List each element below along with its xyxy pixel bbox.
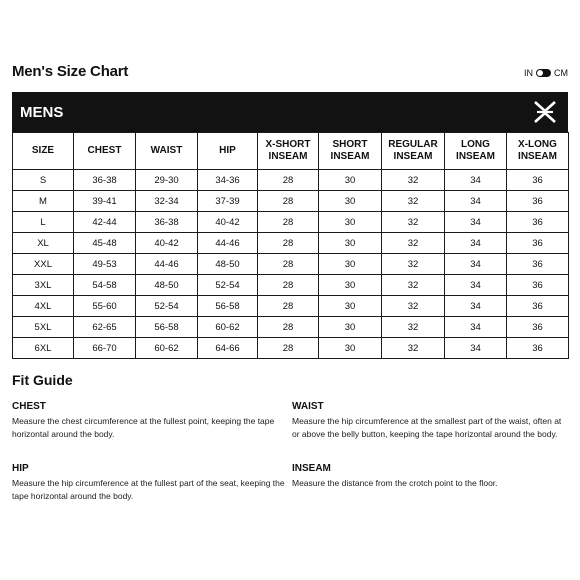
column-header-line: CHEST: [87, 145, 122, 156]
table-cell: 36: [507, 275, 569, 296]
table-cell: 32: [382, 191, 445, 212]
table-cell: 52-54: [136, 296, 198, 317]
guide-text: Measure the distance from the crotch point to the floor.: [292, 478, 498, 488]
size-cell: XXL: [13, 254, 74, 275]
table-cell: 36: [507, 254, 569, 275]
table-cell: 30: [319, 254, 382, 275]
column-header: [445, 133, 507, 170]
table-cell: 28: [258, 275, 319, 296]
table-cell: 32: [382, 254, 445, 275]
fit-guide-title: Fit Guide: [12, 372, 73, 388]
size-cell: S: [13, 170, 74, 191]
table-cell: 34: [445, 212, 507, 233]
column-header-line: HIP: [219, 145, 236, 156]
unit-in-label[interactable]: IN: [524, 68, 533, 78]
brand-x-logo-icon: [532, 99, 558, 125]
table-cell: 39-41: [74, 191, 136, 212]
table-cell: 55-60: [74, 296, 136, 317]
table-cell: 49-53: [74, 254, 136, 275]
table-row: [13, 254, 569, 275]
table-body: [13, 170, 569, 359]
table-cell: 34: [445, 296, 507, 317]
unit-toggle-switch[interactable]: [536, 69, 551, 77]
table-row: [13, 191, 569, 212]
column-header: [319, 133, 382, 170]
table-row: [13, 338, 569, 359]
table-cell: 56-58: [198, 296, 258, 317]
column-header-line: REGULAR: [388, 139, 438, 150]
table-cell: 30: [319, 233, 382, 254]
table-cell: 37-39: [198, 191, 258, 212]
size-cell: L: [13, 212, 74, 233]
table-cell: 48-50: [198, 254, 258, 275]
column-header: [382, 133, 445, 170]
toggle-knob: [537, 70, 543, 76]
table-cell: 34: [445, 170, 507, 191]
column-header-line: SHORT: [332, 139, 368, 150]
page-title: Men's Size Chart: [12, 63, 129, 80]
table-row: [13, 296, 569, 317]
table-cell: 44-46: [198, 233, 258, 254]
table-cell: 36: [507, 338, 569, 359]
table-cell: 60-62: [136, 338, 198, 359]
table-cell: 64-66: [198, 338, 258, 359]
table-cell: 29-30: [136, 170, 198, 191]
fit-guide-inseam: [292, 463, 570, 490]
guide-heading: HIP: [12, 463, 29, 474]
table-cell: 28: [258, 233, 319, 254]
table-cell: 34-36: [198, 170, 258, 191]
size-cell: 6XL: [13, 338, 74, 359]
table-row: [13, 317, 569, 338]
table-header-row: [13, 133, 569, 170]
table-cell: 28: [258, 317, 319, 338]
size-cell: 5XL: [13, 317, 74, 338]
size-cell: M: [13, 191, 74, 212]
column-header-line: INSEAM: [268, 151, 308, 162]
table-cell: 36: [507, 191, 569, 212]
table-cell: 62-65: [74, 317, 136, 338]
table-cell: 36-38: [136, 212, 198, 233]
fit-guide-chest: [12, 401, 290, 441]
table-cell: 34: [445, 233, 507, 254]
table-cell: 34: [445, 275, 507, 296]
table-cell: 32: [382, 170, 445, 191]
column-header-line: INSEAM: [393, 151, 433, 162]
table-cell: 32: [382, 233, 445, 254]
size-table: [12, 132, 569, 359]
column-header-line: X-SHORT: [265, 139, 311, 150]
guide-text: Measure the hip circumference at the fullest part of the seat, keeping the tape horizontal around the body.: [12, 478, 285, 501]
guide-heading: CHEST: [12, 401, 46, 412]
table-cell: 28: [258, 212, 319, 233]
table-cell: 28: [258, 191, 319, 212]
column-header: [258, 133, 319, 170]
table-cell: 34: [445, 191, 507, 212]
table-cell: 66-70: [74, 338, 136, 359]
table-cell: 32: [382, 212, 445, 233]
table-cell: 42-44: [74, 212, 136, 233]
table-cell: 40-42: [198, 212, 258, 233]
table-cell: 36: [507, 170, 569, 191]
column-header: [507, 133, 569, 170]
table-cell: 30: [319, 296, 382, 317]
table-cell: 28: [258, 170, 319, 191]
fit-guide-waist: [292, 401, 570, 441]
table-cell: 32: [382, 275, 445, 296]
guide-text: Measure the chest circumference at the fullest point, keeping the tape horizontal around the body.: [12, 416, 275, 439]
unit-cm-label[interactable]: CM: [554, 68, 568, 78]
table-cell: 28: [258, 254, 319, 275]
table-row: [13, 212, 569, 233]
column-header-line: LONG: [461, 139, 490, 150]
table-cell: 60-62: [198, 317, 258, 338]
column-header-line: SIZE: [31, 145, 55, 156]
column-header-line: INSEAM: [330, 151, 370, 162]
table-cell: 32: [382, 296, 445, 317]
guide-text: Measure the hip circumference at the smallest part of the waist, often at or above the belly button, keeping the tape horizontal around the body.: [292, 416, 562, 439]
table-cell: 56-58: [136, 317, 198, 338]
size-cell: 4XL: [13, 296, 74, 317]
table-row: [13, 170, 569, 191]
table-cell: 54-58: [74, 275, 136, 296]
size-cell: XL: [13, 233, 74, 254]
column-header-line: INSEAM: [518, 151, 557, 162]
table-cell: 28: [258, 296, 319, 317]
table-cell: 34: [445, 338, 507, 359]
table-cell: 36: [507, 317, 569, 338]
table-cell: 45-48: [74, 233, 136, 254]
table-row: [13, 233, 569, 254]
column-header-line: INSEAM: [456, 151, 495, 162]
column-header: [13, 133, 74, 170]
table-cell: 36-38: [74, 170, 136, 191]
table-cell: 52-54: [198, 275, 258, 296]
table-cell: 36: [507, 212, 569, 233]
table-cell: 36: [507, 233, 569, 254]
size-cell: 3XL: [13, 275, 74, 296]
fit-guide-hip: [12, 463, 290, 503]
table-header-bar: [12, 92, 568, 132]
table-cell: 36: [507, 296, 569, 317]
table-cell: 44-46: [136, 254, 198, 275]
table-cell: 30: [319, 191, 382, 212]
column-header: [74, 133, 136, 170]
guide-heading: WAIST: [292, 401, 324, 412]
table-header-title: MENS: [20, 103, 64, 121]
table-row: [13, 275, 569, 296]
column-header: [198, 133, 258, 170]
table-cell: 30: [319, 338, 382, 359]
table-cell: 30: [319, 275, 382, 296]
table-cell: 30: [319, 317, 382, 338]
column-header-line: WAIST: [150, 145, 183, 156]
column-header: [136, 133, 198, 170]
guide-heading: INSEAM: [292, 463, 331, 474]
table-cell: 32: [382, 338, 445, 359]
table-cell: 48-50: [136, 275, 198, 296]
column-header-line: X-LONG: [518, 139, 557, 150]
table-cell: 34: [445, 254, 507, 275]
unit-toggle[interactable]: [524, 68, 568, 78]
table-cell: 28: [258, 338, 319, 359]
table-cell: 40-42: [136, 233, 198, 254]
table-cell: 30: [319, 170, 382, 191]
table-cell: 32: [382, 317, 445, 338]
table-cell: 34: [445, 317, 507, 338]
table-cell: 30: [319, 212, 382, 233]
table-cell: 32-34: [136, 191, 198, 212]
